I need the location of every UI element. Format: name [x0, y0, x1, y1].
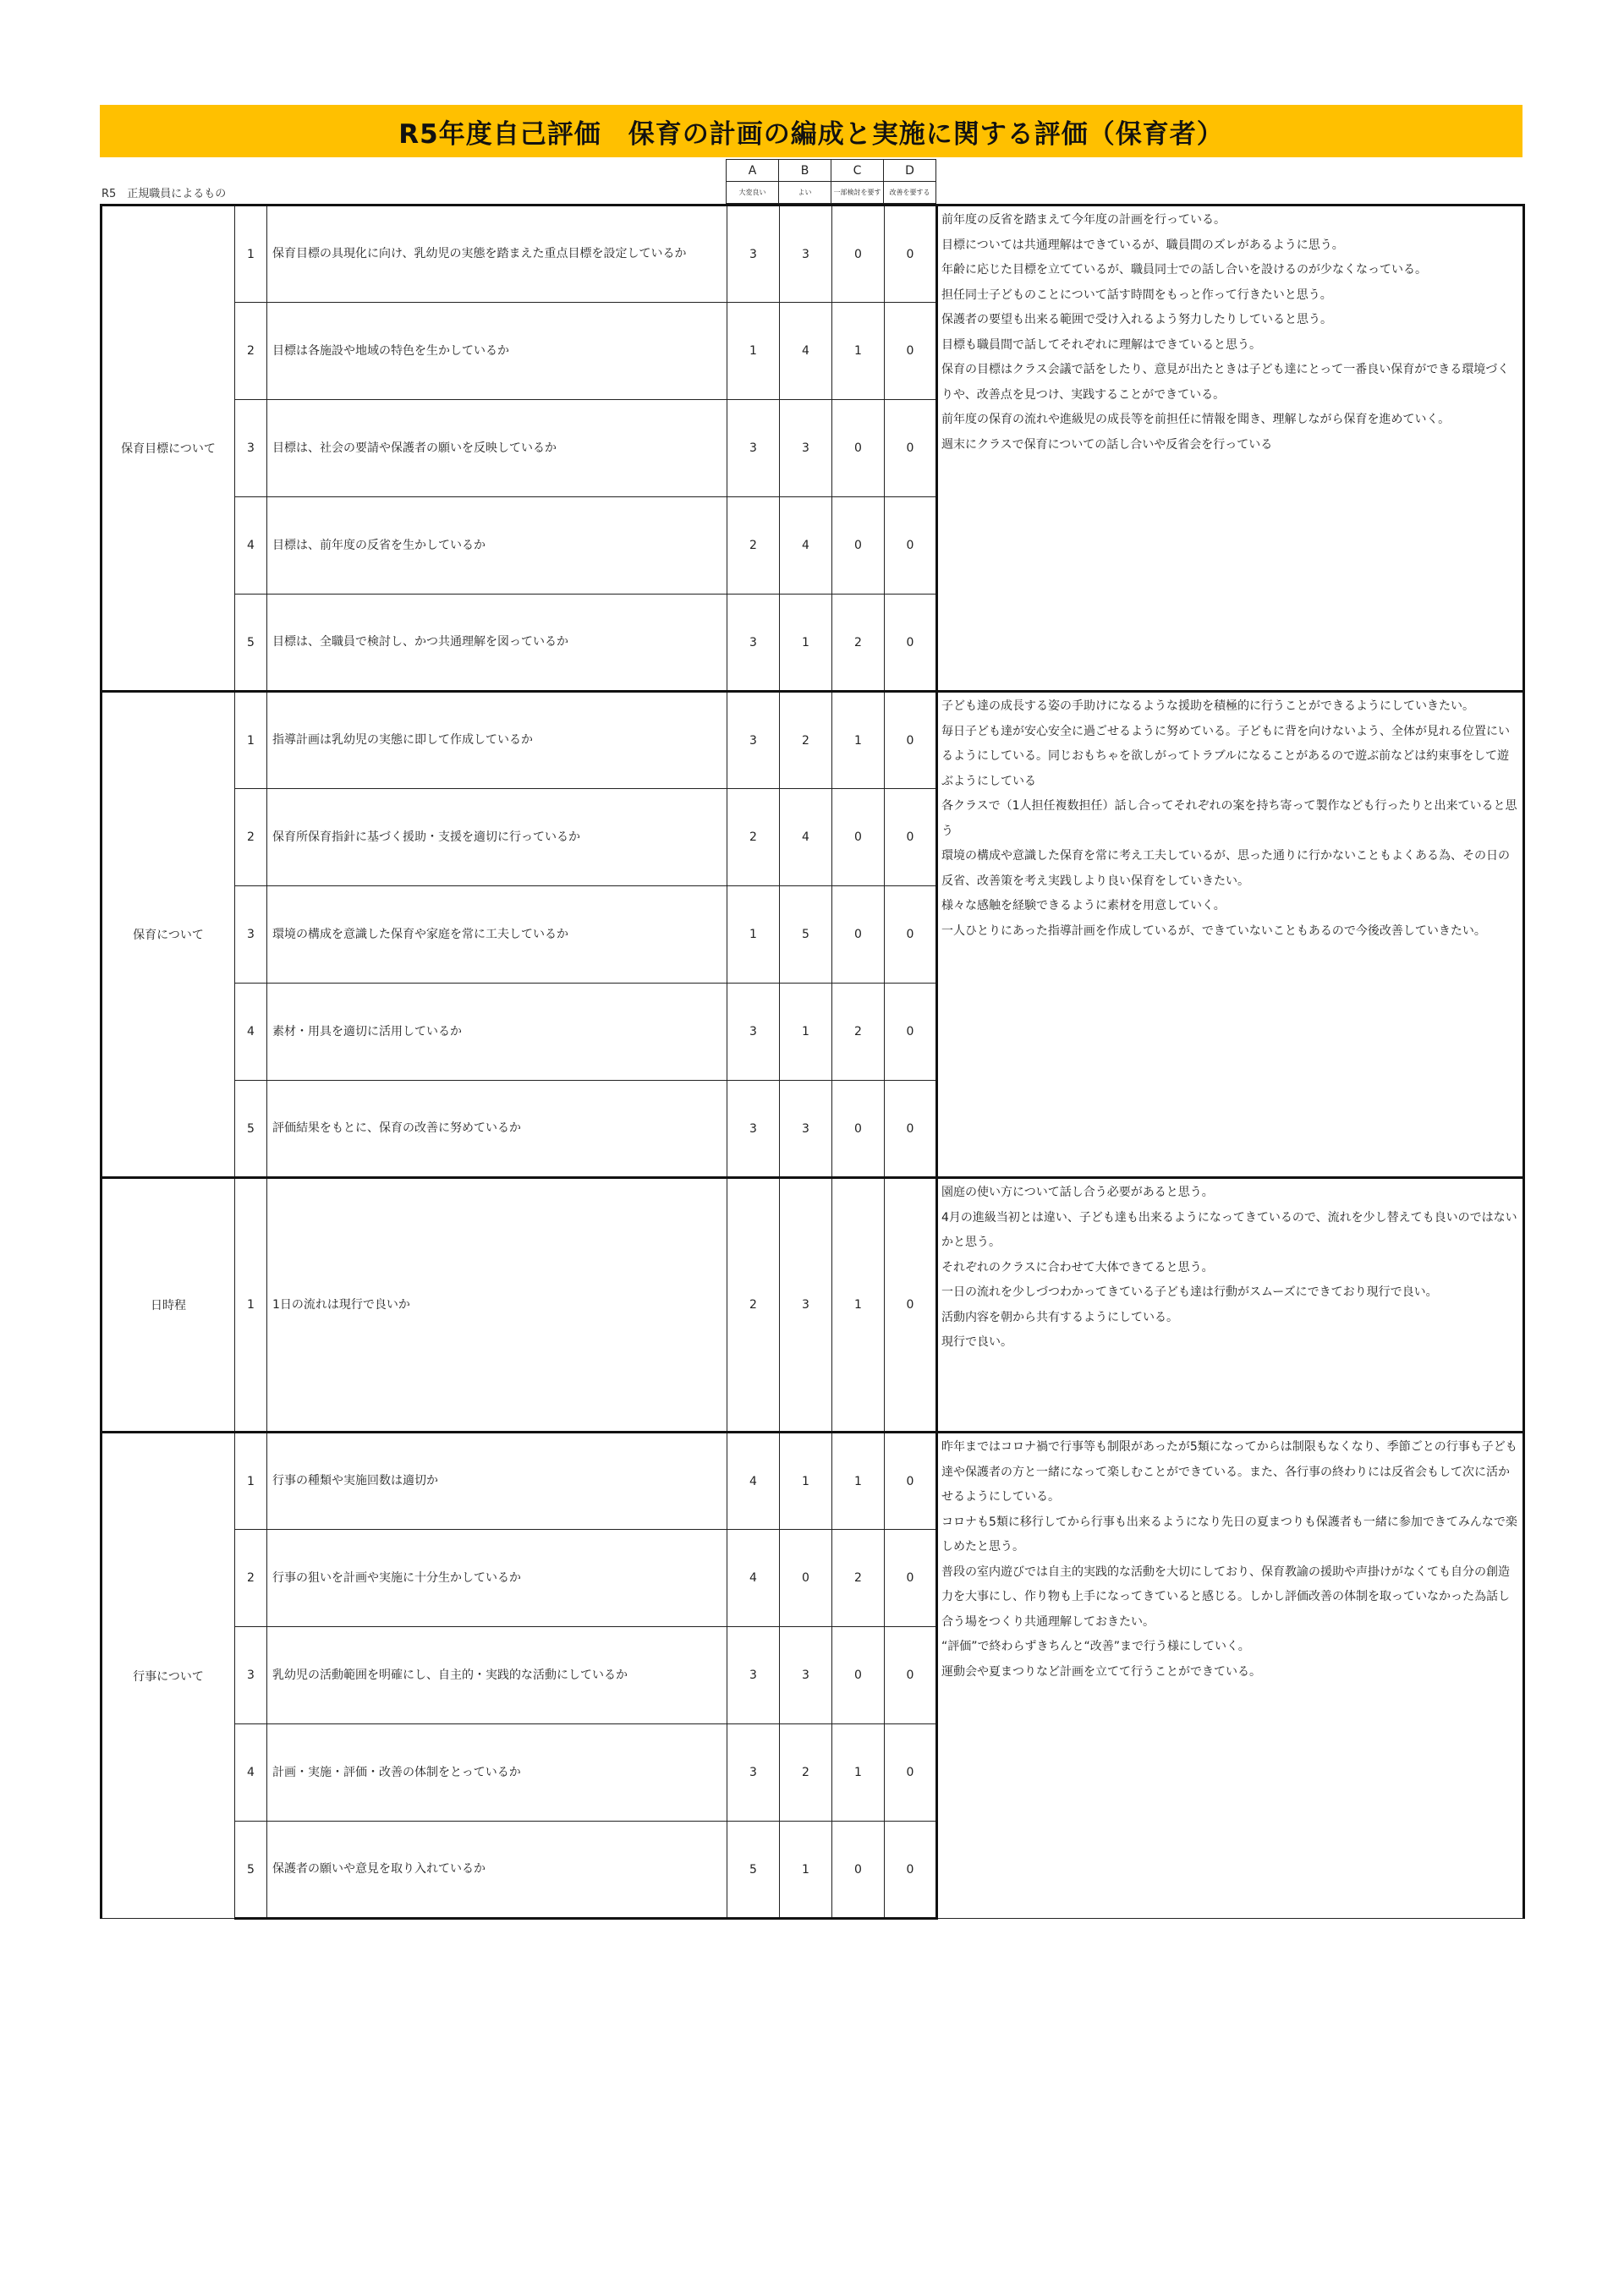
table-row	[102, 1433, 1524, 1530]
category-cell: 保育について	[102, 692, 235, 1178]
score-b: 1	[780, 1822, 832, 1919]
score-c: 2	[832, 595, 885, 692]
comment-line: 担任同士子どものことについて話す時間をもっと作って行きたいと思う。	[941, 288, 1332, 302]
item-text: 保育目標の具現化に向け、乳幼児の実態を踏まえた重点目標を設定しているか	[267, 205, 727, 303]
score-c: 0	[832, 400, 885, 497]
score-a: 2	[727, 1178, 780, 1433]
category-cell: 日時程	[102, 1178, 235, 1433]
comment-line: 保護者の要望も出来る範囲で受け入れるよう努力したりしていると思う。	[941, 313, 1332, 326]
comments-cell	[937, 1178, 1524, 1433]
comment-line: 子ども達の成長する姿の手助けになるような援助を積極的に行うことができるようにしていきたい。	[941, 699, 1474, 713]
category-cell: 保育目標について	[102, 205, 235, 692]
comments-cell	[937, 692, 1524, 1178]
table-row	[102, 205, 1524, 303]
item-number: 3	[235, 400, 267, 497]
comment-line: 昨年まではコロナ禍で行事等も制限があったが5類になってからは制限もなくなり、季節ごとの行事も子ども達や保護者の方と一緒になって楽しむことができている。また、各行事の終わりには反省会もして次に活かせるようにしている。	[941, 1440, 1517, 1504]
score-a: 3	[727, 1724, 780, 1822]
score-d: 0	[885, 595, 937, 692]
score-b: 2	[780, 1724, 832, 1822]
score-d: 0	[885, 1530, 937, 1627]
score-b: 1	[780, 1433, 832, 1530]
item-text: 1日の流れは現行で良いか	[267, 1178, 727, 1433]
subtitle: R5 正規職員によるもの	[102, 188, 227, 200]
page-title: R5年度自己評価 保育の計画の編成と実施に関する評価（保育者）	[398, 118, 1224, 150]
item-number: 5	[235, 1081, 267, 1178]
score-c: 1	[832, 1724, 885, 1822]
score-b: 3	[780, 1627, 832, 1724]
comment-line: 年齢に応じた目標を立てているが、職員同士での話し合いを設けるのが少なくなっている。	[941, 263, 1427, 277]
column-header-d: D	[883, 159, 936, 182]
score-b: 4	[780, 497, 832, 595]
score-b: 3	[780, 400, 832, 497]
score-d: 0	[885, 1433, 937, 1530]
score-b: 1	[780, 984, 832, 1081]
score-b: 4	[780, 789, 832, 886]
score-b: 3	[780, 205, 832, 303]
item-number: 1	[235, 692, 267, 789]
score-d: 0	[885, 789, 937, 886]
item-text: 保護者の願いや意見を取り入れているか	[267, 1822, 727, 1919]
score-b: 1	[780, 595, 832, 692]
score-c: 0	[832, 497, 885, 595]
item-number: 5	[235, 1822, 267, 1919]
score-a: 3	[727, 595, 780, 692]
score-c: 1	[832, 1178, 885, 1433]
score-d: 0	[885, 1822, 937, 1919]
score-c: 1	[832, 303, 885, 400]
evaluation-table	[100, 204, 1525, 1920]
score-b: 3	[780, 1081, 832, 1178]
column-header-a: A	[726, 159, 779, 182]
comment-line: 4月の進級当初とは違い、子ども達も出来るようになってきているので、流れを少し替えても良いのではないかと思う。	[941, 1210, 1517, 1249]
score-d: 0	[885, 692, 937, 789]
table-row	[102, 692, 1524, 789]
score-d: 0	[885, 303, 937, 400]
item-number: 4	[235, 1724, 267, 1822]
item-text: 乳幼児の活動範囲を明確にし、自主的・実践的な活動にしているか	[267, 1627, 727, 1724]
item-number: 2	[235, 789, 267, 886]
item-text: 目標は、全職員で検討し、かつ共通理解を図っているか	[267, 595, 727, 692]
comment-line: 園庭の使い方について話し合う必要があると思う。	[941, 1186, 1214, 1199]
score-d: 0	[885, 1627, 937, 1724]
item-text: 目標は、社会の要請や保護者の願いを反映しているか	[267, 400, 727, 497]
item-number: 5	[235, 595, 267, 692]
score-c: 2	[832, 1530, 885, 1627]
item-number: 4	[235, 984, 267, 1081]
score-a: 2	[727, 497, 780, 595]
comment-line: 活動内容を朝から共有するようにしている。	[941, 1310, 1178, 1324]
column-label-b: よい	[778, 181, 831, 204]
comment-line: 運動会や夏まつりなど計画を立てて行うことができている。	[941, 1664, 1261, 1679]
item-number: 4	[235, 497, 267, 595]
score-d: 0	[885, 497, 937, 595]
comments-cell	[937, 1433, 1524, 1919]
score-a: 3	[727, 984, 780, 1081]
score-d: 0	[885, 205, 937, 303]
score-a: 3	[727, 1627, 780, 1724]
item-text: 計画・実施・評価・改善の体制をとっているか	[267, 1724, 727, 1822]
comment-line: 様々な感触を経験できるように素材を用意していく。	[941, 899, 1226, 912]
score-c: 0	[832, 1822, 885, 1919]
comment-line: 目標も職員間で話してそれぞれに理解はできていると思う。	[941, 337, 1261, 352]
score-a: 5	[727, 1822, 780, 1919]
comment-line: 毎日子ども達が安心安全に過ごせるように努めている。子どもに背を向けないよう、全体が見れる位置にいるようにしている。同じおもちゃを欲しがってトラブルになることがあるので遊ぶ前などは約束事をして遊ぶようにしている	[941, 724, 1510, 788]
comment-line: 一人ひとりにあった指導計画を作成しているが、できていないこともあるので今後改善していきたい。	[941, 923, 1486, 938]
comment-line: 普段の室内遊びでは自主的実践的な活動を大切にしており、保育教諭の援助や声掛けがなくても自分の創造力を大事にし、作り物も上手になってきていると感じる。しかし評価改善の体制を取っていなかった為話し合う場をつくり共通理解しておきたい。	[941, 1564, 1510, 1629]
score-b: 5	[780, 886, 832, 984]
score-c: 0	[832, 886, 885, 984]
category-cell: 行事について	[102, 1433, 235, 1919]
item-text: 素材・用具を適切に活用しているか	[267, 984, 727, 1081]
item-text: 目標は各施設や地域の特色を生かしているか	[267, 303, 727, 400]
score-c: 0	[832, 1081, 885, 1178]
score-a: 3	[727, 205, 780, 303]
score-a: 4	[727, 1530, 780, 1627]
comment-line: 各クラスで（1人担任複数担任）話し合ってそれぞれの案を持ち寄って製作なども行ったりと出来ていると思う	[941, 799, 1517, 838]
score-b: 0	[780, 1530, 832, 1627]
score-a: 4	[727, 1433, 780, 1530]
score-b: 4	[780, 303, 832, 400]
comment-line: 一日の流れを少しづつわかってきている子ども達は行動がスムーズにできており現行で良い。	[941, 1285, 1438, 1299]
item-number: 3	[235, 1627, 267, 1724]
item-number: 2	[235, 1530, 267, 1627]
item-text: 行事の種類や実施回数は適切か	[267, 1433, 727, 1530]
column-label-a: 大変良い	[726, 181, 779, 204]
score-a: 3	[727, 1081, 780, 1178]
item-number: 1	[235, 1433, 267, 1530]
score-c: 1	[832, 692, 885, 789]
comment-line: それぞれのクラスに合わせて大体できてると思う。	[941, 1260, 1214, 1274]
score-d: 0	[885, 886, 937, 984]
score-d: 0	[885, 1081, 937, 1178]
score-a: 1	[727, 303, 780, 400]
score-a: 2	[727, 789, 780, 886]
item-text: 目標は、前年度の反省を生かしているか	[267, 497, 727, 595]
comment-line: 週末にクラスで保育についての話し合いや反省会を行っている	[941, 437, 1273, 452]
score-d: 0	[885, 400, 937, 497]
score-a: 1	[727, 886, 780, 984]
item-number: 1	[235, 205, 267, 303]
score-b: 3	[780, 1178, 832, 1433]
score-c: 1	[832, 1433, 885, 1530]
comment-line: 現行で良い。	[941, 1335, 1012, 1349]
comment-line: 保育の目標はクラス会議で話をしたり、意見が出たときは子ども達にとって一番良い保育ができる環境づくりや、改善点を見つけ、実践することができている。	[941, 363, 1510, 402]
comment-line: 環境の構成や意識した保育を常に考え工夫しているが、思った通りに行かないこともよくある為、その日の反省、改善策を考え実践しより良い保育をしていきたい。	[941, 849, 1510, 888]
score-c: 2	[832, 984, 885, 1081]
item-number: 2	[235, 303, 267, 400]
column-label-c: 一部検討を要す	[831, 181, 884, 204]
score-d: 0	[885, 1178, 937, 1433]
item-text: 環境の構成を意識した保育や家庭を常に工夫しているか	[267, 886, 727, 984]
comment-line: 前年度の保育の流れや進級児の成長等を前担任に情報を聞き、理解しながら保育を進めていく。	[941, 413, 1451, 426]
score-c: 0	[832, 789, 885, 886]
comment-line: “評価”で終わらずきちんと“改善”まで行う様にしていく。	[941, 1640, 1250, 1653]
score-b: 2	[780, 692, 832, 789]
table-row	[102, 1178, 1524, 1433]
item-text: 評価結果をもとに、保育の改善に努めているか	[267, 1081, 727, 1178]
score-a: 3	[727, 692, 780, 789]
title-bar	[100, 105, 1522, 157]
comments-cell	[937, 205, 1524, 692]
column-label-d: 改善を要する	[883, 181, 936, 204]
column-header-c: C	[831, 159, 884, 182]
item-text: 行事の狙いを計画や実施に十分生かしているか	[267, 1530, 727, 1627]
item-number: 3	[235, 886, 267, 984]
score-c: 0	[832, 205, 885, 303]
item-number: 1	[235, 1178, 267, 1433]
score-c: 0	[832, 1627, 885, 1724]
comment-line: コロナも5類に移行してから行事も出来るようになり先日の夏まつりも保護者も一緒に参加できてみんなで楽しめたと思う。	[941, 1515, 1517, 1553]
item-text: 保育所保育指針に基づく援助・支援を適切に行っているか	[267, 789, 727, 886]
item-text: 指導計画は乳幼児の実態に即して作成しているか	[267, 692, 727, 789]
column-header-b: B	[778, 159, 831, 182]
comment-line: 目標については共通理解はできているが、職員間のズレがあるように思う。	[941, 238, 1344, 252]
score-d: 0	[885, 984, 937, 1081]
comment-line: 前年度の反省を踏まえて今年度の計画を行っている。	[941, 213, 1226, 227]
score-d: 0	[885, 1724, 937, 1822]
score-a: 3	[727, 400, 780, 497]
